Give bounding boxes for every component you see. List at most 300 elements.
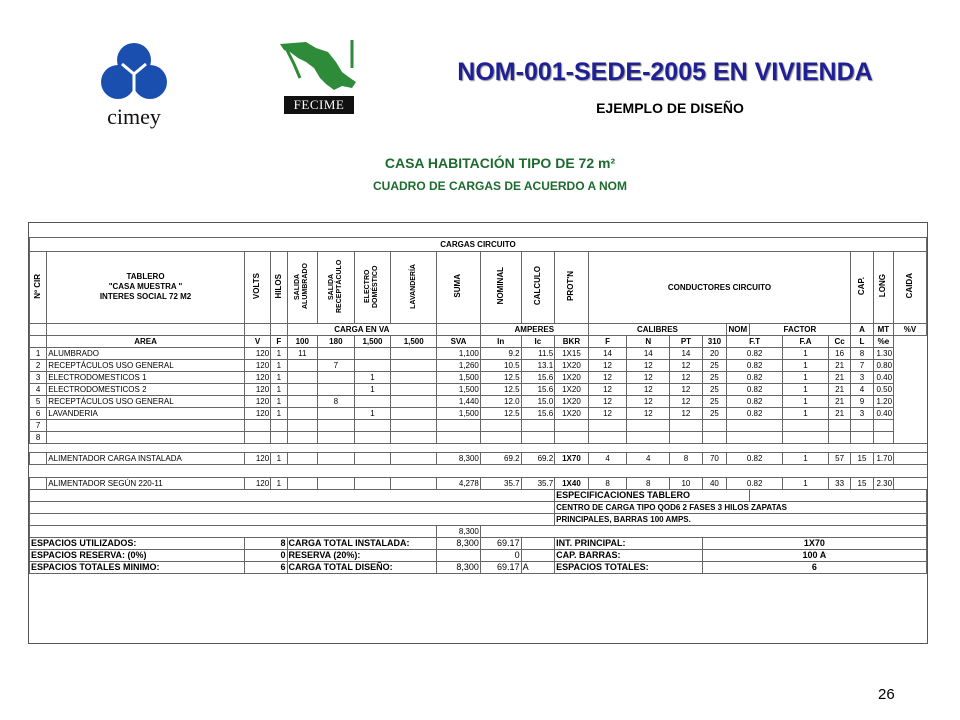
circuit-cell-area: RECEPTÁCULOS USO GENERAL — [47, 395, 244, 407]
circuit-cell-nom: 25 — [702, 383, 726, 395]
circuit-cell-e: 1.30 — [873, 347, 893, 359]
circuit-cell-l — [851, 419, 873, 431]
summary-l-val: 6 — [244, 561, 287, 573]
circuit-row — [30, 395, 927, 407]
blank-cell — [318, 477, 355, 489]
circuit-cell-a100 — [287, 371, 318, 383]
blank-cell — [354, 477, 391, 489]
circuit-cell-e2 — [391, 371, 437, 383]
circuit-cell-bkr — [555, 431, 589, 443]
circuit-cell-e2 — [391, 407, 437, 419]
circuit-cell-a100 — [287, 419, 318, 431]
summary-m-unit — [521, 549, 555, 561]
circuit-cell-pt — [670, 431, 703, 443]
col-prot: PROT'N — [555, 251, 589, 323]
mexico-map-icon — [276, 38, 360, 96]
circuit-cell-cn — [627, 419, 670, 431]
feeder-220-ft: 0.82 — [727, 477, 783, 489]
spec-title: ESPECIFICACIONES TABLERO — [555, 489, 749, 501]
circuit-cell-a180 — [318, 347, 355, 359]
feeder-220-f: 1 — [271, 477, 287, 489]
circuit-cell-area: ELECTRODOMESTICOS 1 — [47, 371, 244, 383]
circuit-cell-pt — [670, 419, 703, 431]
circuit-cell-ic: 11.5 — [521, 347, 555, 359]
circuit-cell-l: 7 — [851, 359, 873, 371]
summary-m-label: CARGA TOTAL DISEÑO: — [287, 561, 437, 573]
circuit-cell-v — [244, 431, 270, 443]
summary-m-unit — [521, 537, 555, 549]
circuit-cell-v: 120 — [244, 395, 270, 407]
circuit-cell-ft: 0.82 — [727, 395, 783, 407]
circuit-cell-sva: 1,260 — [437, 359, 481, 371]
blank-cell — [749, 489, 926, 501]
circuit-cell-ic: 15.0 — [521, 395, 555, 407]
blank-cell — [318, 452, 355, 464]
circuit-cell-area: RECEPTÁCULOS USO GENERAL — [47, 359, 244, 371]
unit-100: 100 — [287, 335, 318, 347]
circuit-cell-area: ELECTRODOMESTICOS 2 — [47, 383, 244, 395]
circuit-cell-n: 7 — [30, 419, 47, 431]
circuit-cell-v: 120 — [244, 359, 270, 371]
col-lavanderia: LAVANDERÍA — [391, 251, 437, 323]
circuit-cell-n: 6 — [30, 407, 47, 419]
unit-f-cal: F — [588, 335, 627, 347]
circuit-cell-a180: 7 — [318, 359, 355, 371]
blank-cell — [30, 477, 47, 489]
circuit-cell-n: 3 — [30, 371, 47, 383]
circuit-cell-f: 1 — [271, 407, 287, 419]
circuit-cell-l: 3 — [851, 407, 873, 419]
col-caida: CAIDA — [894, 251, 927, 323]
summary-rows — [30, 537, 927, 573]
summary-m-amp: 69.17 — [480, 561, 521, 573]
feeder-220-in: 35.7 — [480, 477, 521, 489]
feeder-220-l: 15 — [851, 477, 873, 489]
circuit-cell-n: 1 — [30, 347, 47, 359]
circuit-cell-area: ALUMBRADO — [47, 347, 244, 359]
circuit-cell-e: 0.40 — [873, 407, 893, 419]
circuit-cell-fa: 1 — [783, 383, 829, 395]
feeder-installed-cf: 4 — [588, 452, 627, 464]
page-title: NOM-001-SEDE-2005 EN VIVIENDA — [457, 58, 873, 86]
group-a: A — [851, 323, 873, 335]
spec-title-row — [30, 489, 927, 501]
circuit-cell-cc: 21 — [828, 395, 850, 407]
spacer — [30, 464, 927, 477]
summary-r-val: 6 — [702, 561, 926, 573]
spacer — [30, 443, 927, 452]
circuit-cell-bkr — [555, 419, 589, 431]
circuit-cell-nom: 25 — [702, 395, 726, 407]
circuit-cell-bkr: 1X20 — [555, 395, 589, 407]
circuit-cell-a100: 11 — [287, 347, 318, 359]
circuit-cell-fa: 1 — [783, 395, 829, 407]
feeder-220-e: 2.30 — [873, 477, 893, 489]
header-spacer-row — [30, 223, 927, 237]
circuit-row — [30, 359, 927, 371]
feeder-220-pt: 10 — [670, 477, 703, 489]
summary-l-val: 8 — [244, 537, 287, 549]
feeder-installed-cc: 57 — [828, 452, 850, 464]
circuit-cell-cf: 12 — [588, 359, 627, 371]
circuit-cell-v: 120 — [244, 371, 270, 383]
circuit-cell-e — [873, 431, 893, 443]
circuit-cell-a100 — [287, 407, 318, 419]
circuit-cell-e: 1.20 — [873, 395, 893, 407]
circuit-cell-cf: 12 — [588, 371, 627, 383]
unit-1500b: 1,500 — [391, 335, 437, 347]
circuit-cell-e: 0.80 — [873, 359, 893, 371]
circuit-cell-ft — [727, 419, 783, 431]
group-factor: FACTOR — [749, 323, 851, 335]
summary-m-sva: 8,300 — [437, 561, 481, 573]
circuit-cell-n: 8 — [30, 431, 47, 443]
col-electrodomestico: ELECTRO DOMÉSTICO — [354, 251, 391, 323]
feeder-installed-in: 69.2 — [480, 452, 521, 464]
circuit-cell-nom: 20 — [702, 347, 726, 359]
feeder-220-nom: 40 — [702, 477, 726, 489]
circuit-cell-f: 1 — [271, 383, 287, 395]
circuit-cell-cc — [828, 431, 850, 443]
col-volts: VOLTS — [244, 251, 270, 323]
circuit-cell-nom — [702, 431, 726, 443]
circuit-cell-l: 8 — [851, 347, 873, 359]
feeder-installed-bkr: 1X70 — [555, 452, 589, 464]
col-cir: Nº CIR — [30, 251, 47, 323]
circuit-cell-sva: 1,100 — [437, 347, 481, 359]
group-carga-va: CARGA EN VA — [287, 323, 437, 335]
circuit-cell-cf: 12 — [588, 407, 627, 419]
circuit-cell-n: 5 — [30, 395, 47, 407]
group-pv: %V — [894, 323, 927, 335]
summary-r-label: ESPACIOS TOTALES: — [555, 561, 703, 573]
summary-r-val: 1X70 — [702, 537, 926, 549]
feeder-installed-cn: 4 — [627, 452, 670, 464]
circuit-cell-e1 — [354, 431, 391, 443]
circuit-row — [30, 383, 927, 395]
circuit-cell-cf — [588, 431, 627, 443]
blank-cell — [287, 452, 318, 464]
circuit-cell-cf: 12 — [588, 395, 627, 407]
feeder-installed-row — [30, 452, 927, 464]
blank-cell — [30, 323, 47, 335]
summary-m-amp: 69.17 — [480, 537, 521, 549]
circuit-row — [30, 347, 927, 359]
blank-cell — [437, 323, 481, 335]
unit-ic: Ic — [521, 335, 555, 347]
circuit-cell-a100 — [287, 359, 318, 371]
blank-cell — [391, 477, 437, 489]
group-header-row — [30, 323, 927, 335]
circuit-cell-ft: 0.82 — [727, 359, 783, 371]
circuit-cell-n: 2 — [30, 359, 47, 371]
circuit-row — [30, 431, 927, 443]
summary-r-label: INT. PRINCIPAL: — [555, 537, 703, 549]
circuit-cell-ic: 15.6 — [521, 371, 555, 383]
feeder-220-row — [30, 477, 927, 489]
unit-1500a: 1,500 — [354, 335, 391, 347]
circuit-cell-area: LAVANDERIA — [47, 407, 244, 419]
summary-r-val: 100 A — [702, 549, 926, 561]
col-tablero: TABLERO "CASA MUESTRA " INTERES SOCIAL 72 M2 — [47, 251, 244, 323]
spacer-row — [30, 443, 927, 452]
group-calibres: CALIBRES — [588, 323, 726, 335]
summary-r-label: CAP. BARRAS: — [555, 549, 703, 561]
circuit-cell-n: 4 — [30, 383, 47, 395]
col-suma: SUMA — [437, 251, 481, 323]
subtotal-sva: 8,300 — [437, 525, 481, 537]
blank-cell — [480, 525, 926, 537]
feeder-installed-pt: 8 — [670, 452, 703, 464]
circuit-cell-ic: 15.6 — [521, 407, 555, 419]
blank-cell — [30, 335, 47, 347]
top-header-row — [30, 237, 927, 251]
circuit-cell-bkr: 1X20 — [555, 359, 589, 371]
circuit-cell-cc: 21 — [828, 371, 850, 383]
spacer — [30, 223, 927, 237]
circuit-cell-area — [47, 419, 244, 431]
load-schedule-sheet — [28, 222, 928, 644]
unit-180: 180 — [318, 335, 355, 347]
circuit-cell-a100 — [287, 383, 318, 395]
circuit-cell-e — [873, 419, 893, 431]
circuit-cell-e2 — [391, 395, 437, 407]
column-header-row — [30, 251, 927, 323]
circuit-cell-v — [244, 419, 270, 431]
circuit-cell-cc — [828, 419, 850, 431]
circuit-cell-pt: 12 — [670, 359, 703, 371]
circuit-cell-ft: 0.82 — [727, 383, 783, 395]
circuit-cell-cn: 12 — [627, 371, 670, 383]
circuit-cell-cn: 12 — [627, 407, 670, 419]
circuit-cell-fa: 1 — [783, 407, 829, 419]
feeder-220-fa: 1 — [783, 477, 829, 489]
circuit-cell-pt: 14 — [670, 347, 703, 359]
group-amperes: AMPERES — [480, 323, 588, 335]
circuit-cell-fa: 1 — [783, 371, 829, 383]
summary-m-sva: 8,300 — [437, 537, 481, 549]
feeder-installed-e: 1.70 — [873, 452, 893, 464]
feeder-installed-ft: 0.82 — [727, 452, 783, 464]
circuit-cell-cf — [588, 419, 627, 431]
circuit-cell-sva: 1,440 — [437, 395, 481, 407]
spec-text-2: PRINCIPALES, BARRAS 100 AMPS. — [555, 513, 927, 525]
blank-cell — [30, 489, 555, 501]
circuit-cell-ft: 0.82 — [727, 407, 783, 419]
circuit-cell-v: 120 — [244, 383, 270, 395]
circuit-cell-l: 3 — [851, 371, 873, 383]
circuit-cell-nom: 25 — [702, 359, 726, 371]
circuit-cell-e2 — [391, 359, 437, 371]
circuit-cell-in: 9.2 — [480, 347, 521, 359]
fecime-logo — [276, 38, 360, 120]
feeder-installed-f: 1 — [271, 452, 287, 464]
page-number: 26 — [878, 686, 895, 703]
summary-m-sva — [437, 549, 481, 561]
circuit-cell-f: 1 — [271, 359, 287, 371]
circuit-cell-in — [480, 431, 521, 443]
circuit-cell-sva: 1,500 — [437, 383, 481, 395]
circuit-cell-a180: 8 — [318, 395, 355, 407]
feeder-installed-v: 120 — [244, 452, 270, 464]
circuit-cell-in: 12.5 — [480, 407, 521, 419]
circuit-cell-l: 9 — [851, 395, 873, 407]
circuit-cell-e2 — [391, 383, 437, 395]
col-salida-receptaculo: SALIDA RECEPTÁCULO — [318, 251, 355, 323]
circuit-cell-l — [851, 431, 873, 443]
circuit-cell-a180 — [318, 383, 355, 395]
summary-row — [30, 537, 927, 549]
unit-f: F — [271, 335, 287, 347]
unit-header-row — [30, 335, 927, 347]
circuit-cell-nom: 25 — [702, 407, 726, 419]
unit-fa: F.A — [783, 335, 829, 347]
feeder-installed-fa: 1 — [783, 452, 829, 464]
summary-row — [30, 561, 927, 573]
circuit-cell-in: 12.0 — [480, 395, 521, 407]
unit-pe: %e — [873, 335, 893, 347]
circuit-cell-cn: 12 — [627, 383, 670, 395]
circuit-cell-a180 — [318, 407, 355, 419]
circuit-cell-ft: 0.82 — [727, 371, 783, 383]
circuit-cell-e1 — [354, 359, 391, 371]
blank-cell — [30, 513, 555, 525]
circuit-cell-ic — [521, 431, 555, 443]
circuit-cell-in: 12.5 — [480, 371, 521, 383]
circuit-cell-ft — [727, 431, 783, 443]
summary-m-label: RESERVA (20%): — [287, 549, 437, 561]
circuit-cell-ft: 0.82 — [727, 347, 783, 359]
blank-cell — [391, 452, 437, 464]
circuit-cell-sva: 1,500 — [437, 371, 481, 383]
col-cap: CAP. — [851, 251, 873, 323]
spec-row-3 — [30, 525, 927, 537]
circuit-cell-e2 — [391, 431, 437, 443]
blank-cell — [30, 501, 555, 513]
col-conductores: CONDUCTORES CIRCUITO — [588, 251, 851, 323]
group-mt: MT — [873, 323, 893, 335]
circuit-cell-f: 1 — [271, 395, 287, 407]
cargas-circuito-header: CARGAS CIRCUITO — [30, 237, 927, 251]
summary-l-label: ESPACIOS RESERVA: (0%) — [30, 549, 245, 561]
unit-pt: PT — [670, 335, 703, 347]
feeder-220-ic: 35.7 — [521, 477, 555, 489]
circuit-cell-in: 12.5 — [480, 383, 521, 395]
circuit-cell-nom — [702, 419, 726, 431]
document-subtitle: CUADRO DE CARGAS DE ACUERDO A NOM — [372, 179, 627, 193]
feeder-220-cn: 8 — [627, 477, 670, 489]
circuit-cell-in — [480, 419, 521, 431]
circuit-cell-bkr: 1X20 — [555, 407, 589, 419]
feeder-220-area: ALIMENTADOR SEGÚN 220-11 — [47, 477, 244, 489]
fecime-logo-text: FECIME — [284, 96, 354, 114]
circuit-cell-bkr: 1X15 — [555, 347, 589, 359]
circuit-row — [30, 419, 927, 431]
circuit-cell-cn: 12 — [627, 359, 670, 371]
circuit-cell-a100 — [287, 431, 318, 443]
document-title: CASA HABITACIÓN TIPO DE 72 m² — [384, 155, 616, 171]
feeder-220-cf: 8 — [588, 477, 627, 489]
col-calculo: CALCULO — [521, 251, 555, 323]
summary-m-amp: 0 — [480, 549, 521, 561]
circuit-cell-pt: 12 — [670, 383, 703, 395]
circuit-cell-cn: 14 — [627, 347, 670, 359]
circuit-cell-cc: 21 — [828, 383, 850, 395]
circuit-row — [30, 371, 927, 383]
circuit-cell-fa: 1 — [783, 347, 829, 359]
summary-l-label: ESPACIOS UTILIZADOS: — [30, 537, 245, 549]
group-nom: NOM — [728, 324, 748, 334]
unit-v: V — [244, 335, 270, 347]
cimey-circles-icon — [92, 40, 176, 104]
circuit-cell-fa — [783, 431, 829, 443]
spec-row-1 — [30, 501, 927, 513]
page-subtitle: EJEMPLO DE DISEÑO — [596, 100, 744, 116]
circuit-cell-e2 — [391, 347, 437, 359]
circuit-cell-f: 1 — [271, 347, 287, 359]
circuit-cell-a180 — [318, 419, 355, 431]
circuit-cell-pt: 12 — [670, 407, 703, 419]
circuit-cell-cc: 21 — [828, 359, 850, 371]
unit-310: 310 — [702, 335, 726, 347]
circuit-cell-a100 — [287, 395, 318, 407]
unit-in: In — [480, 335, 521, 347]
circuit-cell-cn: 12 — [627, 395, 670, 407]
circuit-cell-f — [271, 431, 287, 443]
feeder-220-v: 120 — [244, 477, 270, 489]
circuit-cell-pt: 12 — [670, 371, 703, 383]
col-nominal: NOMINAL — [480, 251, 521, 323]
circuit-cell-pt: 12 — [670, 395, 703, 407]
circuit-cell-l: 4 — [851, 383, 873, 395]
feeder-installed-ic: 69.2 — [521, 452, 555, 464]
blank-cell — [271, 323, 287, 335]
circuit-cell-bkr: 1X20 — [555, 383, 589, 395]
feeder-installed-nom: 70 — [702, 452, 726, 464]
circuit-cell-f — [271, 419, 287, 431]
col-hilos: HILOS — [271, 251, 287, 323]
cimey-logo-text: cimey — [107, 104, 161, 129]
circuit-rows — [30, 347, 927, 443]
circuit-cell-a180 — [318, 431, 355, 443]
feeder-installed-area: ALIMENTADOR CARGA INSTALADA — [47, 452, 244, 464]
blank-cell — [354, 452, 391, 464]
feeder-installed-sva: 8,300 — [437, 452, 481, 464]
unit-area: AREA — [47, 335, 244, 347]
feeder-installed-l: 15 — [851, 452, 873, 464]
spacer-row — [30, 464, 927, 477]
cimey-logo — [92, 40, 176, 136]
circuit-cell-cn — [627, 431, 670, 443]
spec-row-2 — [30, 513, 927, 525]
circuit-cell-e1 — [354, 395, 391, 407]
blank-cell — [287, 477, 318, 489]
circuit-cell-bkr: 1X20 — [555, 371, 589, 383]
summary-row — [30, 549, 927, 561]
circuit-cell-e: 0.50 — [873, 383, 893, 395]
summary-l-val: 0 — [244, 549, 287, 561]
circuit-cell-sva — [437, 419, 481, 431]
unit-n-cal: N — [627, 335, 670, 347]
circuit-cell-ic: 13.1 — [521, 359, 555, 371]
blank-cell — [244, 323, 270, 335]
blank-cell — [30, 452, 47, 464]
blank-cell — [30, 525, 437, 537]
spec-text-1: CENTRO DE CARGA TIPO QOD6 2 FASES 3 HILOS ZAPATAS — [555, 501, 927, 513]
circuit-cell-e1 — [354, 347, 391, 359]
circuit-cell-ic: 15.6 — [521, 383, 555, 395]
circuit-cell-nom: 25 — [702, 371, 726, 383]
